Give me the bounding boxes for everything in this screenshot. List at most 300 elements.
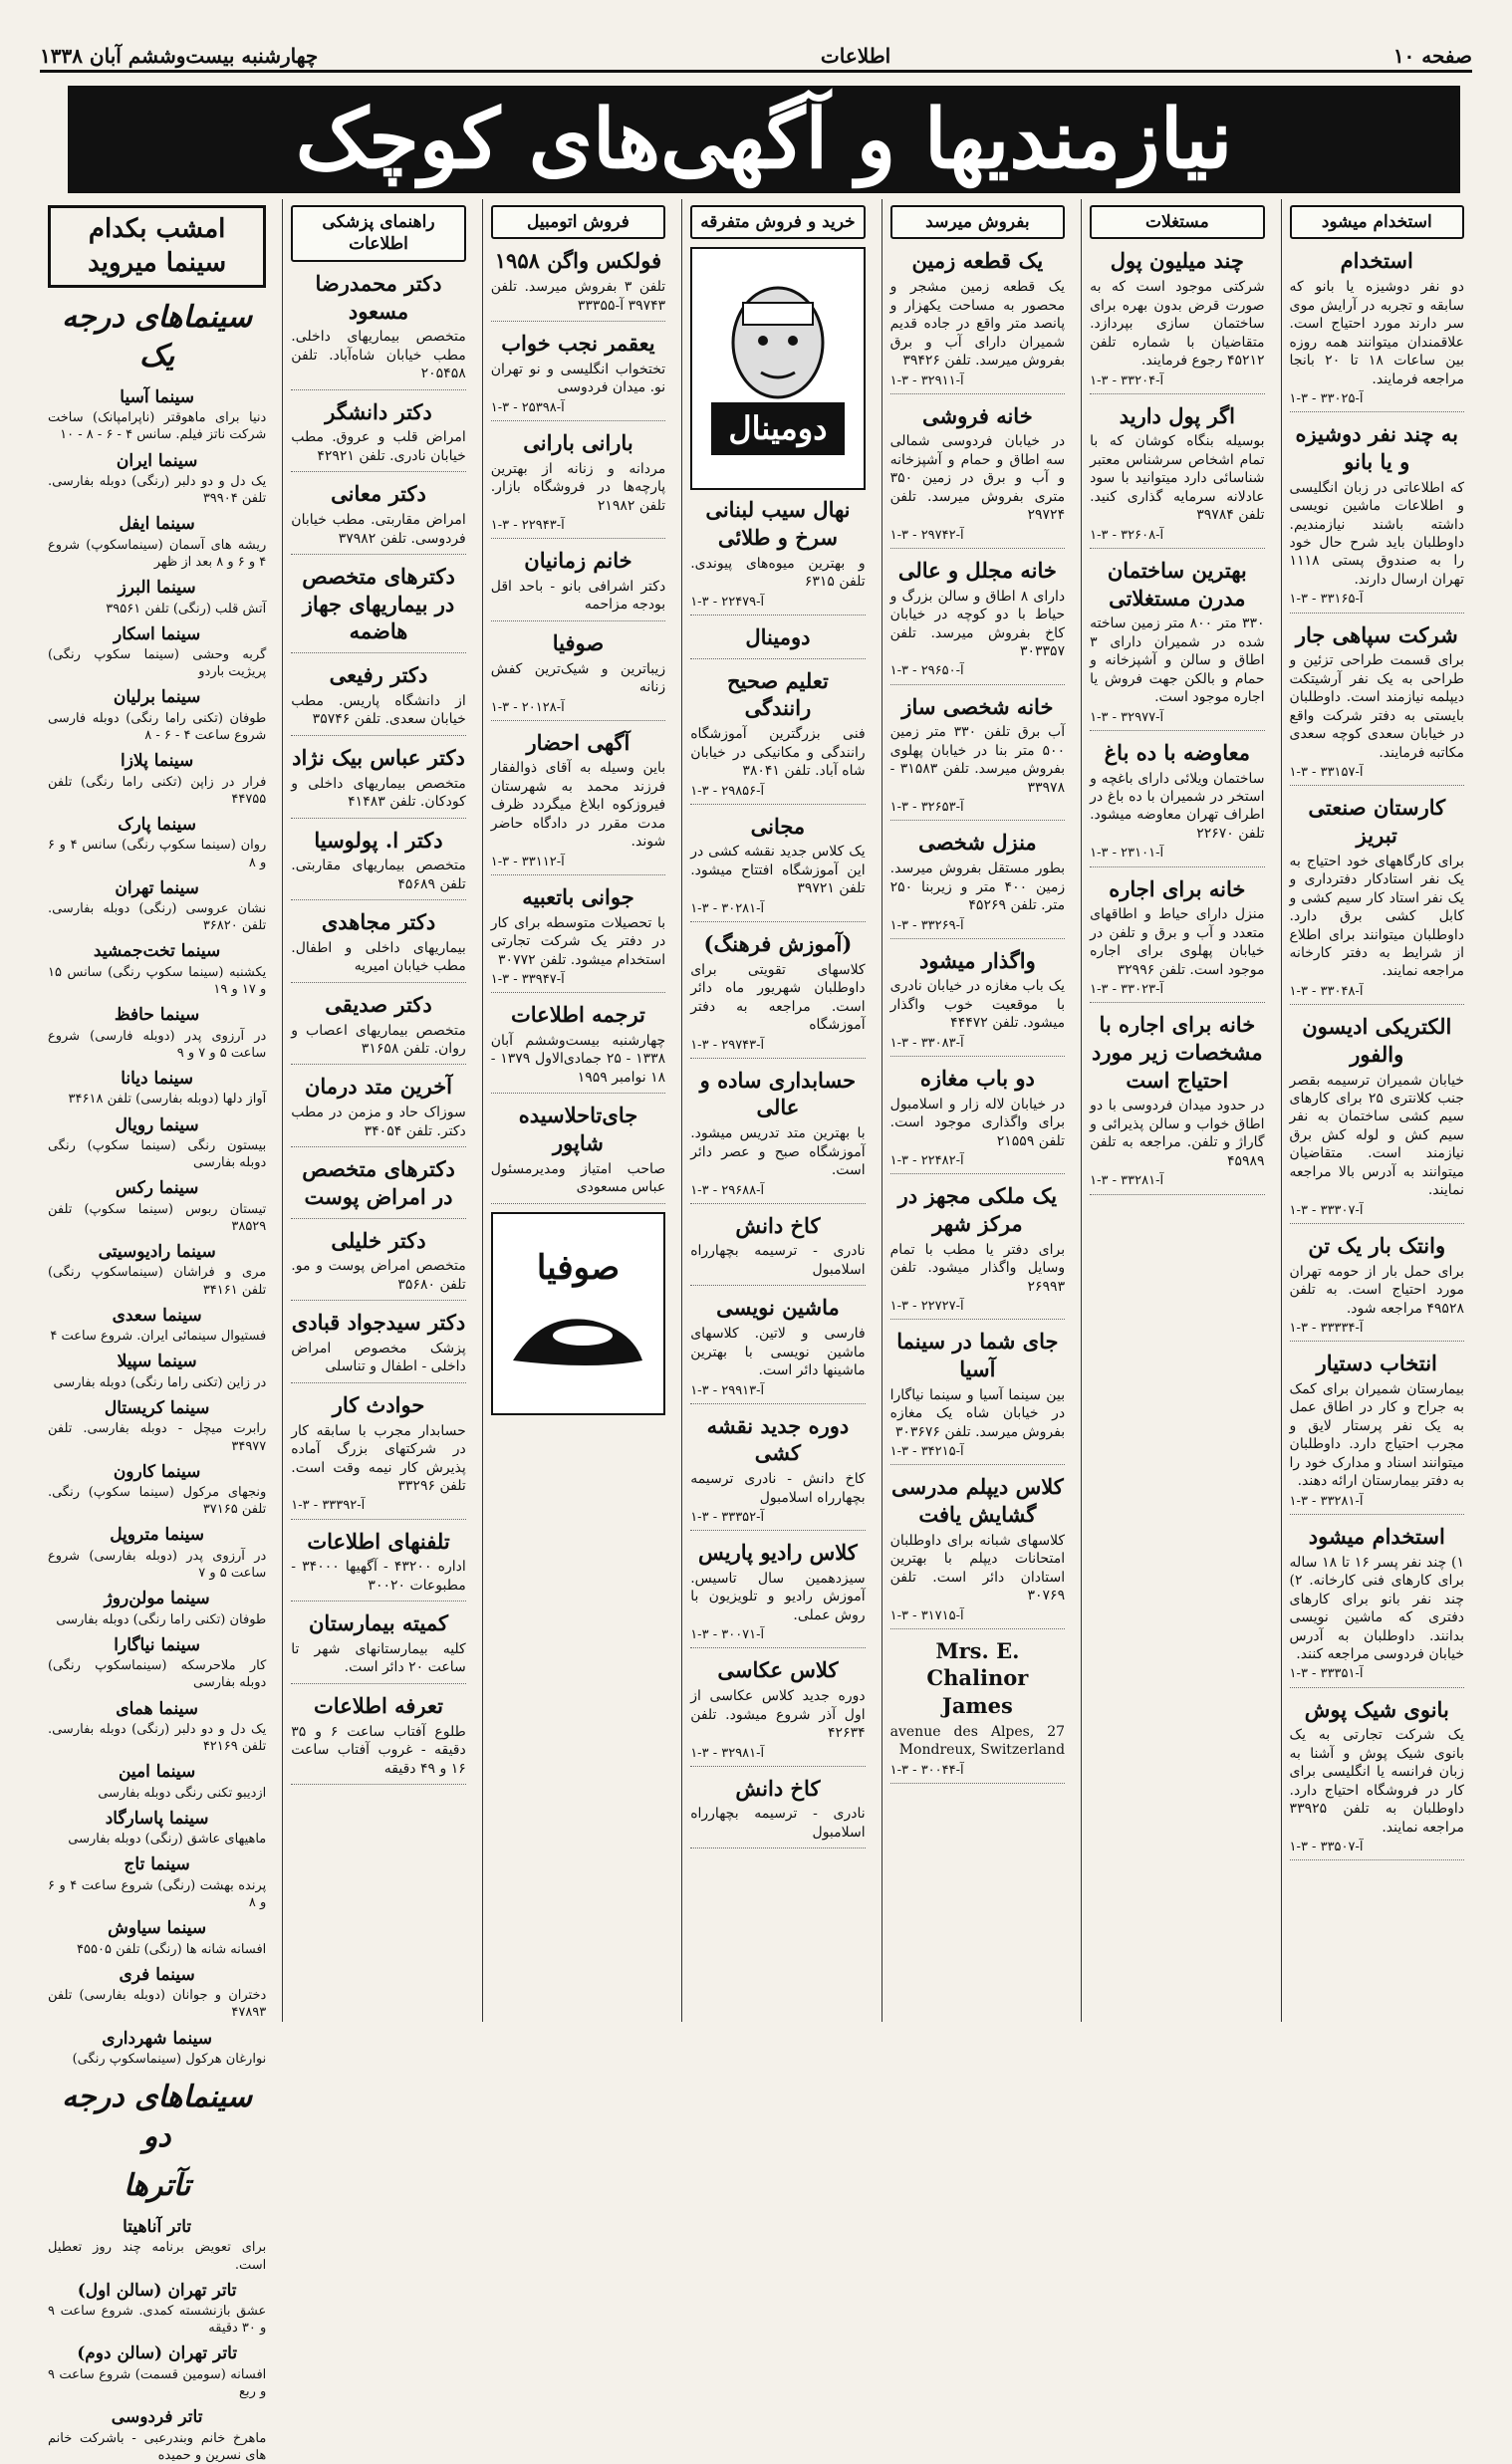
- cinema-program: یک دل و دو دلبر (رنگی) دوبله بفارسی. تلفن ۴۲۱۶۹: [47, 1721, 267, 1755]
- theatres-title: تآترها: [123, 2168, 191, 2204]
- classified-ad: [690, 1775, 865, 1849]
- ad-body: ۳۳۰ متر ۸۰۰ متر زمین ساخته شده در شمیران دارای ۳ اطاق و سالن و آشپزخانه و حمام و بالکن جهت فروش یا اجاره موجود است.: [1090, 616, 1265, 706]
- category-tab-business: مستغلات: [1090, 205, 1264, 239]
- ad-code: آ-۳۰۲۸۱ - ۳-۱: [690, 900, 865, 922]
- cinema-program: ریشه های آسمان (سینماسکوپ) شروع ۴ و ۶ و ۸ بعد از ظهر: [47, 537, 267, 570]
- ad-headline: بارانی بارانی: [523, 429, 633, 455]
- theatre-program: افسانه (سومین قسمت) شروع ساعت ۹ و ربع: [47, 2366, 267, 2400]
- cinema-name: سینما آسیا: [120, 386, 194, 407]
- ad-headline: منزل شخصی: [918, 830, 1037, 856]
- classified-ad: [1090, 402, 1264, 549]
- classified-columns: [40, 199, 1472, 2463]
- cinema-name: سینما متروپل: [110, 1525, 205, 1546]
- ad-code: [291, 978, 465, 983]
- ad-body: در خیابان لاله زار و اسلامبول برای واگذاری موجود است. تلفن ۲۱۵۵۹: [889, 1096, 1066, 1149]
- cinema-program: در آرزوی پدر (دوبله فارسی) شروع ساعت ۵ و ۷ و ۹: [47, 1028, 267, 1061]
- ad-body: برای قسمت طراحی تزئین و طراحی به یک نفر آرشیتکت دیپلمه نیازمند است. داوطلبان بایستی به دفتر شرکت واقع در خیابان سعدی کوچه سعدی مکاتبه فرمایند.: [1289, 652, 1464, 761]
- ad-headline: دکترهای متخصص در امراض پوست: [302, 1156, 455, 1209]
- classified-ad: [690, 496, 865, 616]
- ad-code: آ-۳۲۹۷۷ - ۳-۱: [1090, 709, 1264, 731]
- ad-headline: بانوی شیک پوش: [1304, 1696, 1449, 1722]
- ad-code: آ-۳۰۰۴۴ - ۳-۱: [890, 1762, 1065, 1784]
- ad-code: آ-۳۳۰۲۳ - ۳-۱: [1090, 981, 1264, 1003]
- ad-code: آ-۳۴۲۱۵ - ۳-۱: [890, 1443, 1065, 1465]
- classified-ad: [1290, 1696, 1464, 1861]
- cinema-program: فرار در زاپن (تکنی راما رنگی) تلفن ۴۴۷۵۵: [47, 774, 267, 807]
- cinema-program: یکشنبه (سینما سکوپ رنگی) سانس ۱۵ و ۱۷ و ۱۹: [47, 964, 267, 997]
- ad-code: آ-۳۳۰۲۵ - ۳-۱: [1290, 390, 1464, 412]
- ad-code: آ-۳۳۱۵۷ - ۳-۱: [1290, 764, 1464, 786]
- classified-ad: [1290, 1523, 1464, 1688]
- ad-headline: نهال سیب لبنانی سرخ و طلائی: [705, 497, 851, 551]
- ad-code: [690, 1281, 865, 1286]
- classified-ad: [690, 1412, 865, 1532]
- ad-body: با تحصیلات متوسطه برای کار در دفتر یک شرکت تجارتی استخدام میشود. تلفن ۳۰۷۷۲: [490, 914, 666, 968]
- shoe-illustration: [503, 1291, 652, 1380]
- classified-ad: [491, 1102, 665, 1203]
- ad-headline: دکتر ا. پولوسیا: [314, 827, 443, 853]
- ad-headline: به چند نفر دوشیزه و یا بانو: [1295, 421, 1458, 474]
- ad-code: [491, 1199, 665, 1204]
- ad-body: یک کلاس جدید نقشه کشی در این آموزشگاه افتتاح میشود. تلفن ۳۹۷۲۱: [690, 844, 866, 897]
- ad-code: آ-۳۳۲۶۹ - ۳-۱: [890, 917, 1065, 939]
- ad-body: متخصص بیماریهای داخلی. مطب خیابان شاه‌آباد. تلفن ۲۰۵۴۵۸: [291, 329, 466, 382]
- ad-body: ۱) چند نفر پسر ۱۶ تا ۱۸ ساله برای کارهای فنی کارخانه. ۲) چند نفر بانو برای کارهای دفتری که ماشین نویسی بدانند. داوطلبان به آدرس خیابان فردوسی مراجعه کنند.: [1289, 1554, 1465, 1662]
- cinema-name: سینما رادیوسیتی: [98, 1242, 216, 1262]
- ad-code: [291, 1060, 465, 1065]
- classified-ad: [690, 813, 865, 922]
- column-business: [1081, 199, 1272, 2022]
- classified-ad: [690, 1067, 865, 1204]
- ad-body: متخصص بیماریهای اعصاب و روان. تلفن ۳۱۶۵۸: [291, 1022, 466, 1057]
- ad-code: آ-۲۳۱۰۱ - ۳-۱: [1090, 845, 1264, 866]
- column-sales: [882, 199, 1073, 2022]
- cinema-program: در آرزوی پدر (دوبله بفارسی) شروع ساعت ۵ و ۷: [47, 1548, 267, 1582]
- ad-code: آ-۲۹۹۱۳ - ۳-۱: [690, 1382, 865, 1404]
- ad-headline: کمیته بیمارستان: [309, 1610, 448, 1636]
- ad-headline: دو باب مغازه: [919, 1065, 1035, 1091]
- ad-code: آ-۳۱۷۱۵ - ۳-۱: [890, 1607, 1065, 1629]
- cinema-name: سینما نیاگارا: [114, 1634, 200, 1655]
- cinema-name: سینما البرز: [118, 578, 196, 599]
- ad-headline: آخرین متد درمان: [304, 1074, 453, 1100]
- ad-code: [291, 1679, 465, 1684]
- classified-ad: [690, 930, 865, 1059]
- ad-headline: دکتر سیدجواد قبادی: [291, 1310, 466, 1336]
- cinema-name: سینما رکس: [115, 1178, 199, 1199]
- ad-headline: یک ملکی مجهز در مرکز شهر: [897, 1183, 1058, 1236]
- ad-headline: خانه برای اجاره: [1109, 875, 1246, 901]
- classified-ad: [1090, 557, 1264, 731]
- cinema-name: سینما سپیلا: [117, 1352, 197, 1372]
- cinema-program: دختران و جوانان (دوبله بفارسی) تلفن ۴۷۸۹۳: [47, 1988, 267, 2021]
- classified-ad: [491, 729, 665, 875]
- cinema-program: بیستون رنگی (سینما سکوپ) رنگی دوبله بفارسی: [47, 1137, 267, 1171]
- page-number: صفحه ۱۰: [1392, 44, 1472, 68]
- cinema-program: نوارغان هرکول (سینماسکوپ رنگی): [72, 2052, 267, 2067]
- ad-code: آ-۳۳۳۹۲ - ۳-۱: [291, 1497, 465, 1519]
- cinema-program: فستیوال سینمائی ایران. شروع ساعت ۴: [50, 1329, 267, 1345]
- classified-ad: [1290, 420, 1464, 613]
- cinema-name: سینما اسکار: [114, 623, 201, 644]
- first-class-cinemas-title: سینماهای درجه یک: [62, 299, 253, 374]
- second-class-cinemas-title: سینماهای درجه دو: [62, 2080, 253, 2154]
- ad-headline: کلاس رادیو پاریس: [698, 1540, 858, 1566]
- classified-ad: [1290, 1232, 1464, 1342]
- ad-headline: تعرفه اطلاعات: [314, 1692, 443, 1718]
- classified-ad: [890, 247, 1065, 393]
- ad-body: صاحب امتیاز ومدیرمسئول عباس مسعودی: [490, 1160, 666, 1196]
- classified-ad: [291, 1227, 465, 1302]
- ad-headline: دکتر معانی: [331, 481, 426, 507]
- classified-ad: [291, 991, 465, 1066]
- ad-body: بیماریهای داخلی و اطفال. مطب خیابان امیریه: [291, 939, 466, 975]
- ad-code: آ-۲۲۷۲۷ - ۳-۱: [890, 1298, 1065, 1320]
- ad-code: [291, 550, 465, 555]
- cinema-list: [48, 386, 266, 2068]
- classified-ad: [890, 1065, 1065, 1174]
- cinema-program: در زاین (تکنی راما رنگی) دوبله بفارسی: [53, 1374, 267, 1390]
- ad-body: و بهترین میوه‌های پیوندی. تلفن ۶۳۱۵: [690, 555, 866, 591]
- ad-headline: فولکس واگن ۱۹۵۸: [494, 248, 662, 274]
- ad-body: 27 avenue des Alpes, Mondreux, Switzerland: [889, 1723, 1066, 1759]
- ad-body: خیابان شمیران ترسیمه بقصر جنب کلانتری ۲۵ برای کارهای سیم کشی ساختمان به نفر سیم کش و لوله کش برق نیازمند است. متقاضیان میتوانند به آدرس بالا مراجعه نمایند.: [1289, 1072, 1464, 1199]
- ad-code: [291, 385, 465, 390]
- classified-ad: [690, 1656, 865, 1766]
- classified-ad: [291, 398, 465, 473]
- dominal-ad-image: [690, 247, 865, 490]
- cinema-program: ازدیبو تکنی رنگی دوبله بفارسی: [98, 1785, 267, 1801]
- classified-ad: [291, 908, 465, 983]
- ad-code: آ-۳۳۳۵۱ - ۳-۱: [1290, 1665, 1464, 1687]
- ad-code: [291, 1597, 465, 1602]
- ad-body: یک شرکت تجارتی به یک بانوی شیک پوش و آشنا به زبان فرانسه یا انگلیسی برای کار در فروشگاه احتیاج دارد. داوطلبان به تلفن ۳۳۹۲۵ مراجعه نمایند.: [1289, 1727, 1464, 1836]
- ad-body: کلاسهای شبانه برای داوطلبان امتحانات دیپلم با بهترین استادان دائر است. تلفن ۳۰۷۶۹: [889, 1532, 1066, 1604]
- ad-headline: الکتریکی ادیسون والفور: [1302, 1014, 1452, 1067]
- classified-ad: [1290, 247, 1464, 412]
- ad-headline: صوفیا: [552, 629, 605, 655]
- ad-body: یک قطعه زمین مشجر و محصور به مساحت یکهزار و پانصد متر واقع در جاده قدیم شمیران دارای آب و برق بفروش میرسد. تلفن ۳۹۴۲۶: [889, 279, 1066, 370]
- ad-list: [291, 270, 465, 1785]
- sofia-brand: صوفیا: [536, 1248, 621, 1289]
- classified-ad: [890, 1637, 1065, 1784]
- ad-body: زیباترین و شیک‌ترین کفش زنانه: [490, 660, 666, 696]
- ad-headline: حسابداری ساده و عالی: [699, 1067, 857, 1120]
- ad-headline: دکتر مجاهدی: [321, 909, 436, 935]
- theatre-list: [48, 2216, 266, 2464]
- ad-headline: دومینال: [745, 623, 811, 649]
- classified-ad: [491, 547, 665, 621]
- classified-ad: [690, 1212, 865, 1287]
- dominal-brand: دومینال: [711, 402, 844, 454]
- ad-body: برای دفتر یا مطب با تمام وسایل واگذار میشود. تلفن ۲۶۹۹۳: [889, 1241, 1066, 1295]
- ad-code: آ-۲۹۸۵۶ - ۳-۱: [690, 783, 865, 805]
- classified-ad: [690, 623, 865, 659]
- ad-code: آ-۳۳۰۸۳ - ۳-۱: [890, 1035, 1065, 1057]
- newspaper-name: اطلاعات: [820, 44, 891, 68]
- classified-ad: [1090, 1011, 1264, 1194]
- ad-body: دوره جدید کلاس عکاسی از اول آذر شروع میشود. تلفن ۴۲۶۳۴: [690, 1688, 866, 1742]
- ad-body: دکتر اشرافی بانو - باحد اقل بودجه مزاحمه: [490, 578, 666, 614]
- ad-headline: وانتک بار یک تن: [1308, 1232, 1446, 1258]
- cinema-program: طوفان (تکنی راما رنگی) دوبله بفارسی: [56, 1611, 267, 1627]
- ad-code: آ-۳۳۲۸۱ - ۳-۱: [1090, 1172, 1264, 1194]
- classified-ad: [890, 402, 1065, 549]
- ad-body: سیزدهمین سال تاسیس. آموزش رادیو و تلویزیون با روش عملی.: [690, 1570, 866, 1623]
- ad-headline: خانه مجلل و عالی: [897, 557, 1057, 583]
- classified-ad: [491, 247, 665, 322]
- ad-code: آ-۲۹۷۴۲ - ۳-۱: [890, 527, 1065, 549]
- ad-headline: دکتر رفیعی: [329, 662, 428, 688]
- ad-code: [491, 616, 665, 621]
- ad-headline: واگذار میشود: [918, 947, 1036, 973]
- ad-body: متخصص امراض پوست و مو. تلفن ۳۵۶۸۰: [291, 1258, 466, 1293]
- ad-list: [690, 496, 865, 1848]
- ad-code: آ-۳۳۳۵۲ - ۳-۱: [690, 1509, 865, 1531]
- ad-code: [491, 1089, 665, 1094]
- classified-ad: [491, 629, 665, 721]
- classified-ad: [1090, 739, 1264, 867]
- ad-headline: بهترین ساختمان مدرن مستغلاتی: [1107, 557, 1247, 611]
- ad-headline: تلفنهای اطلاعات: [307, 1528, 450, 1554]
- ad-list: [1290, 247, 1464, 1860]
- classified-ad: [291, 744, 465, 819]
- ad-headline: چند میلیون پول: [1110, 248, 1244, 274]
- classified-ad: [890, 1182, 1065, 1320]
- ad-body: فنی بزرگترین آموزشگاه رانندگی و مکانیکی در خیابان شاه آباد. تلفن ۳۸۰۴۱: [690, 726, 866, 780]
- ad-headline: مجانی: [750, 813, 806, 839]
- classified-ad: [291, 1309, 465, 1383]
- ad-headline: یک قطعه زمین: [911, 248, 1044, 274]
- cinema-name: سینما پارک: [118, 814, 197, 835]
- cinema-program: نشان عروسی (رنگی) دوبله بفارسی. تلفن ۳۶۸۲۰: [47, 901, 267, 934]
- ad-code: آ-۳۳۳۳۴ - ۳-۱: [1290, 1320, 1464, 1342]
- theatre-program: عشق بازنشسته کمدی. شروع ساعت ۹ و ۳۰ دقیقه: [47, 2304, 267, 2337]
- classified-ad: [690, 667, 865, 805]
- ad-body: مردانه و زنانه از بهترین پارچه‌ها در فروشگاه بازار. تلفن ۲۱۹۸۲: [490, 460, 666, 514]
- ad-code: آ-۳۳۳۰۷ - ۳-۱: [1290, 1202, 1464, 1224]
- ad-headline: آگهی احضار: [526, 729, 630, 755]
- ad-code: [291, 731, 465, 736]
- cinema-name: سینما کریستال: [104, 1397, 210, 1418]
- ad-headline: کارستان صنعتی تبریز: [1308, 795, 1446, 848]
- ad-body: که اطلاعاتی در زبان انگلیسی و اطلاعات ماشین نویسی داشته باشند نیازمندیم. داوطلبان باید شرح حال خود را به صندوق پستی ۱۱۱۸ تهران ارسال دارند.: [1289, 479, 1464, 588]
- ad-headline: معاوضه با ده باغ: [1104, 739, 1250, 765]
- cinema-name: سینما حافظ: [114, 1005, 200, 1026]
- ad-body: یک باب مغازه در خیابان نادری با موقعیت خوب واگذار میشود. تلفن ۴۴۴۷۲: [889, 978, 1066, 1032]
- ad-body: اداره ۴۳۲۰۰ - آگهیها ۳۴۰۰۰ - مطبوعات ۳۰۰۲۰: [291, 1559, 466, 1594]
- classified-ad: [291, 563, 465, 653]
- classified-ad: [291, 827, 465, 901]
- classified-ad: [1290, 1013, 1464, 1224]
- classified-ad: [690, 1294, 865, 1403]
- cinema-name: سینما دیانا: [121, 1068, 194, 1089]
- ad-headline: خانه شخصی ساز: [901, 693, 1054, 719]
- column-misc: [681, 199, 873, 2022]
- ad-body: نادری - ترسیمه بچهارراه اسلامبول: [690, 1243, 866, 1278]
- cinema-program: ونجهای مرکول (سینما سکوپ) رنگی. تلفن ۳۷۱۶۵: [47, 1485, 267, 1518]
- ad-code: [491, 317, 665, 322]
- category-tab-sales: بفروش میرسد: [890, 205, 1065, 239]
- theatre-name: تاتر تهران (سالن دوم): [77, 2343, 238, 2364]
- ad-code: [291, 467, 465, 472]
- cinema-program: آتش قلب (رنگی) تلفن ۳۹۵۶۱: [106, 601, 267, 616]
- ad-body: شرکتی موجود است که به صورت قرض بدون بهره برای ساختمان سازی بپردازد. متقاضیان با شماره تلفن ۴۵۲۱۲ رجوع فرمایند.: [1090, 279, 1265, 370]
- ad-list: [491, 247, 665, 1203]
- ad-code: آ-۳۲۹۸۱ - ۳-۱: [690, 1745, 865, 1767]
- ad-code: [291, 814, 465, 819]
- cinema-name: سینما ایفل: [119, 514, 195, 535]
- ad-body: متخصص بیماریهای مقاربتی. تلفن ۴۵۶۸۹: [291, 858, 466, 892]
- ad-body: امراض قلب و عروق. مطب خیابان نادری. تلفن ۴۲۹۲۱: [291, 429, 466, 464]
- ad-headline: انتخاب دستیار: [1316, 1351, 1437, 1376]
- cinema-promo: امشب بکدام سینما میروید: [48, 205, 266, 288]
- ad-headline: Mrs. E. Chalinor James: [926, 1637, 1029, 1719]
- cinema-program: گربه وحشی (سینما سکوپ رنگی) پریژیت باردو: [47, 647, 267, 680]
- cinema-program: روان (سینما سکوپ رنگی) سانس ۴ و ۶ و ۸: [47, 838, 267, 870]
- ad-code: [291, 895, 465, 900]
- cinema-name: سینما پاسارگاد: [105, 1808, 209, 1829]
- ad-headline: جای‌تاحلاسیده شاپور: [518, 1103, 638, 1155]
- classified-ad: [890, 693, 1065, 822]
- ad-body: باین وسیله به آقای ذوالفقار فرزند محمد به شهرستان فیروزکوه ابلاغ میگردد ظرف مدت مقرر در دادگاه حاضر شوند.: [490, 760, 666, 851]
- cinema-name: سینما تاج: [124, 1854, 190, 1875]
- cinema-program: یک دل و دو دلبر (رنگی) دوبله بفارسی. تلفن ۳۹۹۰۴: [47, 474, 267, 507]
- ad-headline: ترجمه اطلاعات: [511, 1002, 645, 1028]
- cinema-program: پرنده بهشت (رنگی) شروع ساعت ۴ و ۶ و ۸: [47, 1877, 267, 1911]
- ad-headline: تعلیم صحیح رانندگی: [726, 667, 829, 721]
- ad-body: دارای ۸ اطاق و سالن بزرگ و حیاط با دو کوچه در خیابان کاخ بفروش میرسد. تلفن ۳۰۳۳۵۷: [889, 588, 1066, 659]
- ad-code: [291, 1296, 465, 1301]
- classified-ad: [491, 1001, 665, 1094]
- ad-headline: استخدام میشود: [1308, 1523, 1445, 1549]
- classified-ad: [491, 883, 665, 993]
- ad-code: آ-۲۰۱۲۸ - ۳-۱: [491, 699, 665, 721]
- ad-body: بطور مستقل بفروش میرسد. زمین ۴۰۰ متر و زیربنا ۲۵۰ متر. تلفن ۴۵۲۶۹: [889, 861, 1066, 914]
- ad-body: چهارشنبه بیست‌وششم آبان ۱۳۳۸ - ۲۵ جمادی‌الاول ۱۳۷۹ - ۱۸ نوامبر ۱۹۵۹: [490, 1032, 666, 1086]
- ad-code: [291, 1214, 465, 1219]
- ad-body: دو نفر دوشیزه یا بانو که سابقه و تجربه در آرایش موی سر دارند مورد احتیاج است. علاقمندان میتوانند همه روزه بین ساعات ۱۸ تا ۲۰ بانجا مراجعه فرمایند.: [1289, 279, 1465, 387]
- classified-ad: [291, 270, 465, 390]
- cinema-program: ماهیهای عاشق (رنگی) دوبله بفارسی: [68, 1832, 267, 1848]
- ad-headline: کلاس عکاسی: [717, 1657, 839, 1683]
- ad-code: آ-۲۹۶۵۰ - ۳-۱: [890, 662, 1065, 684]
- classified-ad: [1290, 794, 1464, 1005]
- classified-ad: [890, 1328, 1065, 1465]
- ad-body: ساختمان ویلائی دارای باغچه و استخر در شمیران با ده باغ در اطراف تهران معاوضه میشود. تلفن ۲۲۶۷۰: [1090, 770, 1265, 842]
- ad-body: در خیابان فردوسی شمالی سه اطاق و حمام و آشپزخانه و آب و برق در زمین ۳۵۰ متری بفروش میرسد. تلفن ۲۹۷۲۴: [889, 433, 1066, 524]
- classified-ad: [491, 330, 665, 421]
- ad-body: کلیه بیمارستانهای شهر تا ساعت ۲۰ دائر است.: [291, 1641, 466, 1676]
- ad-code: آ-۳۲۶۵۳ - ۳-۱: [890, 799, 1065, 821]
- cinema-name: سینما همای: [116, 1698, 198, 1719]
- classified-ad: [890, 947, 1065, 1057]
- category-tab-employment: استخدام میشود: [1290, 205, 1464, 239]
- classified-ad: [890, 557, 1065, 685]
- ad-body: برای حمل بار از حومه تهران مورد احتیاج است. به تلفن ۴۹۵۲۸ مراجعه شود.: [1289, 1263, 1464, 1317]
- theatre-name: تاتر آناهیتا: [123, 2216, 192, 2237]
- ad-headline: خانه فروشی: [922, 402, 1033, 428]
- cinema-name: سینما پلازا: [121, 751, 194, 772]
- ad-body: متخصص بیماریهای داخلی و کودکان. تلفن ۴۱۴۸۳: [291, 775, 466, 811]
- ad-code: [291, 1780, 465, 1785]
- column-cinemas: [40, 199, 274, 2463]
- ad-code: آ-۲۲۹۴۳ - ۳-۱: [491, 517, 665, 539]
- ad-code: آ-۳۳۱۱۲ - ۳-۱: [491, 854, 665, 875]
- ad-headline: دوره جدید نقشه کشی: [706, 1412, 850, 1466]
- cinema-program: آواز دلها (دوبله بفارسی) تلفن ۳۴۶۱۸: [68, 1092, 267, 1108]
- category-tab-misc: خرید و فروش متفرقه: [690, 205, 865, 239]
- ad-headline: دکتر خلیلی: [331, 1227, 426, 1253]
- ad-body: حسابدار مجرب با سابقه کار در شرکتهای بزرگ آماده پذیرش کار نیمه وقت است. تلفن ۳۳۲۹۶: [291, 1422, 466, 1494]
- ad-body: منزل دارای حیاط و اطاقهای متعدد و آب و برق و تلفن در خیابان پهلوی برای اجاره موجود است. تلفن ۳۲۹۹۶: [1090, 906, 1265, 978]
- ad-body: از دانشگاه پاریس. مطب خیابان سعدی. تلفن ۳۵۷۴۶: [291, 692, 466, 728]
- ad-headline: (آموزش فرهنگ): [703, 930, 853, 956]
- ad-body: آب برق تلفن ۳۳۰ متر زمین ۵۰۰ متر بنا در خیابان پهلوی بفروش میرسد. تلفن ۳۱۵۸۳ - ۳۳۹۷۸: [889, 724, 1066, 796]
- ad-code: آ-۳۲۶۰۸ - ۳-۱: [1090, 527, 1264, 549]
- ad-headline: کاخ دانش: [735, 1212, 821, 1238]
- cinema-name: سینما کارون: [113, 1461, 201, 1482]
- ad-code: [291, 1142, 465, 1147]
- cinema-program: تیستان ربوس (سینما سکوپ) تلفن ۳۸۵۲۹: [47, 1201, 267, 1234]
- ad-code: آ-۲۲۴۸۲ - ۳-۱: [890, 1152, 1065, 1174]
- theatre-name: تاتر تهران (سالن اول): [77, 2280, 237, 2301]
- page-header: [40, 42, 1472, 73]
- column-autos: [482, 199, 673, 2022]
- ad-body: نادری - ترسیمه بچهارراه اسلامبول: [690, 1806, 866, 1841]
- classified-ad: [291, 1528, 465, 1602]
- ad-code: [690, 654, 865, 659]
- ad-headline: خانه برای اجاره با مشخصات زیر مورد احتیاج است: [1091, 1012, 1263, 1093]
- ad-headline: دکتر دانشگر: [325, 398, 432, 424]
- man-face-illustration: [703, 283, 853, 402]
- ad-code: [291, 1378, 465, 1383]
- ad-body: پزشک مخصوص امراض داخلی - اطفال و تناسلی: [291, 1340, 466, 1375]
- ad-code: آ-۲۵۳۹۸ - ۳-۱: [491, 399, 665, 421]
- ad-code: آ-۳۳۰۴۸ - ۳-۱: [1290, 983, 1464, 1005]
- ad-headline: دکتر صدیقی: [325, 991, 432, 1017]
- ad-code: آ-۲۹۷۴۳ - ۳-۱: [690, 1037, 865, 1059]
- ad-headline: حوادث کار: [332, 1391, 425, 1417]
- cinema-program: طوفان (تکنی راما رنگی) دوبله فارسی شروع ساعت ۴ - ۶ - ۸: [47, 710, 267, 743]
- sofia-shoe-ad-image: [491, 1212, 665, 1415]
- ad-headline: دکتر محمدرضا مسعود: [315, 270, 442, 324]
- ad-code: آ-۳۳۱۶۵ - ۳-۱: [1290, 591, 1464, 613]
- ad-headline: جوانی باتعبیه: [522, 883, 634, 909]
- category-tab-autos: فروش اتومبیل: [491, 205, 665, 239]
- classifieds-banner: [68, 86, 1460, 193]
- classified-ad: [1090, 875, 1264, 1004]
- ad-body: کاخ دانش - نادری ترسیمه بچهارراه اسلامبول: [690, 1471, 866, 1506]
- ad-body: بیمارستان شمیران برای کمک به جراح و کار در اطاق عمل به یک نفر پرستار لایق و مجرب احتیاج دارد. داوطلبان میتوانند اسناد و مدارک خود را به دفتر بیمارستان ارائه دهند.: [1289, 1380, 1464, 1490]
- cinema-name: سینما تهران: [115, 877, 199, 898]
- cinema-name: سینما رویال: [115, 1114, 199, 1135]
- column-doctors: [282, 199, 473, 2022]
- ad-code: آ-۳۳۹۴۷ - ۳-۱: [491, 971, 665, 993]
- classified-ad: [291, 661, 465, 736]
- ad-headline: شرکت سپاهی جار: [1295, 621, 1458, 647]
- classified-ad: [291, 480, 465, 555]
- ad-body: سوزاک حاد و مزمن در مطب دکتر. تلفن ۳۴۰۵۴: [291, 1105, 466, 1139]
- cinema-program: دنیا برای ماهوقتر (ناپرامپانک) ساخت شرکت ناتز فیلم. سانس ۴ - ۶ - ۸ - ۱۰: [47, 410, 267, 443]
- ad-headline: اگر پول دارید: [1119, 402, 1235, 428]
- classified-ad: [291, 1073, 465, 1147]
- ad-code: آ-۳۳۵۰۷ - ۳-۱: [1290, 1839, 1464, 1860]
- theatre-program: برای تعویض برنامه چند روز تعطیل است.: [47, 2240, 267, 2273]
- cinema-name: سینما ایران: [116, 450, 198, 471]
- cinema-name: سینما امین: [118, 1762, 196, 1783]
- ad-headline: یعقمر نجب خواب: [501, 331, 655, 357]
